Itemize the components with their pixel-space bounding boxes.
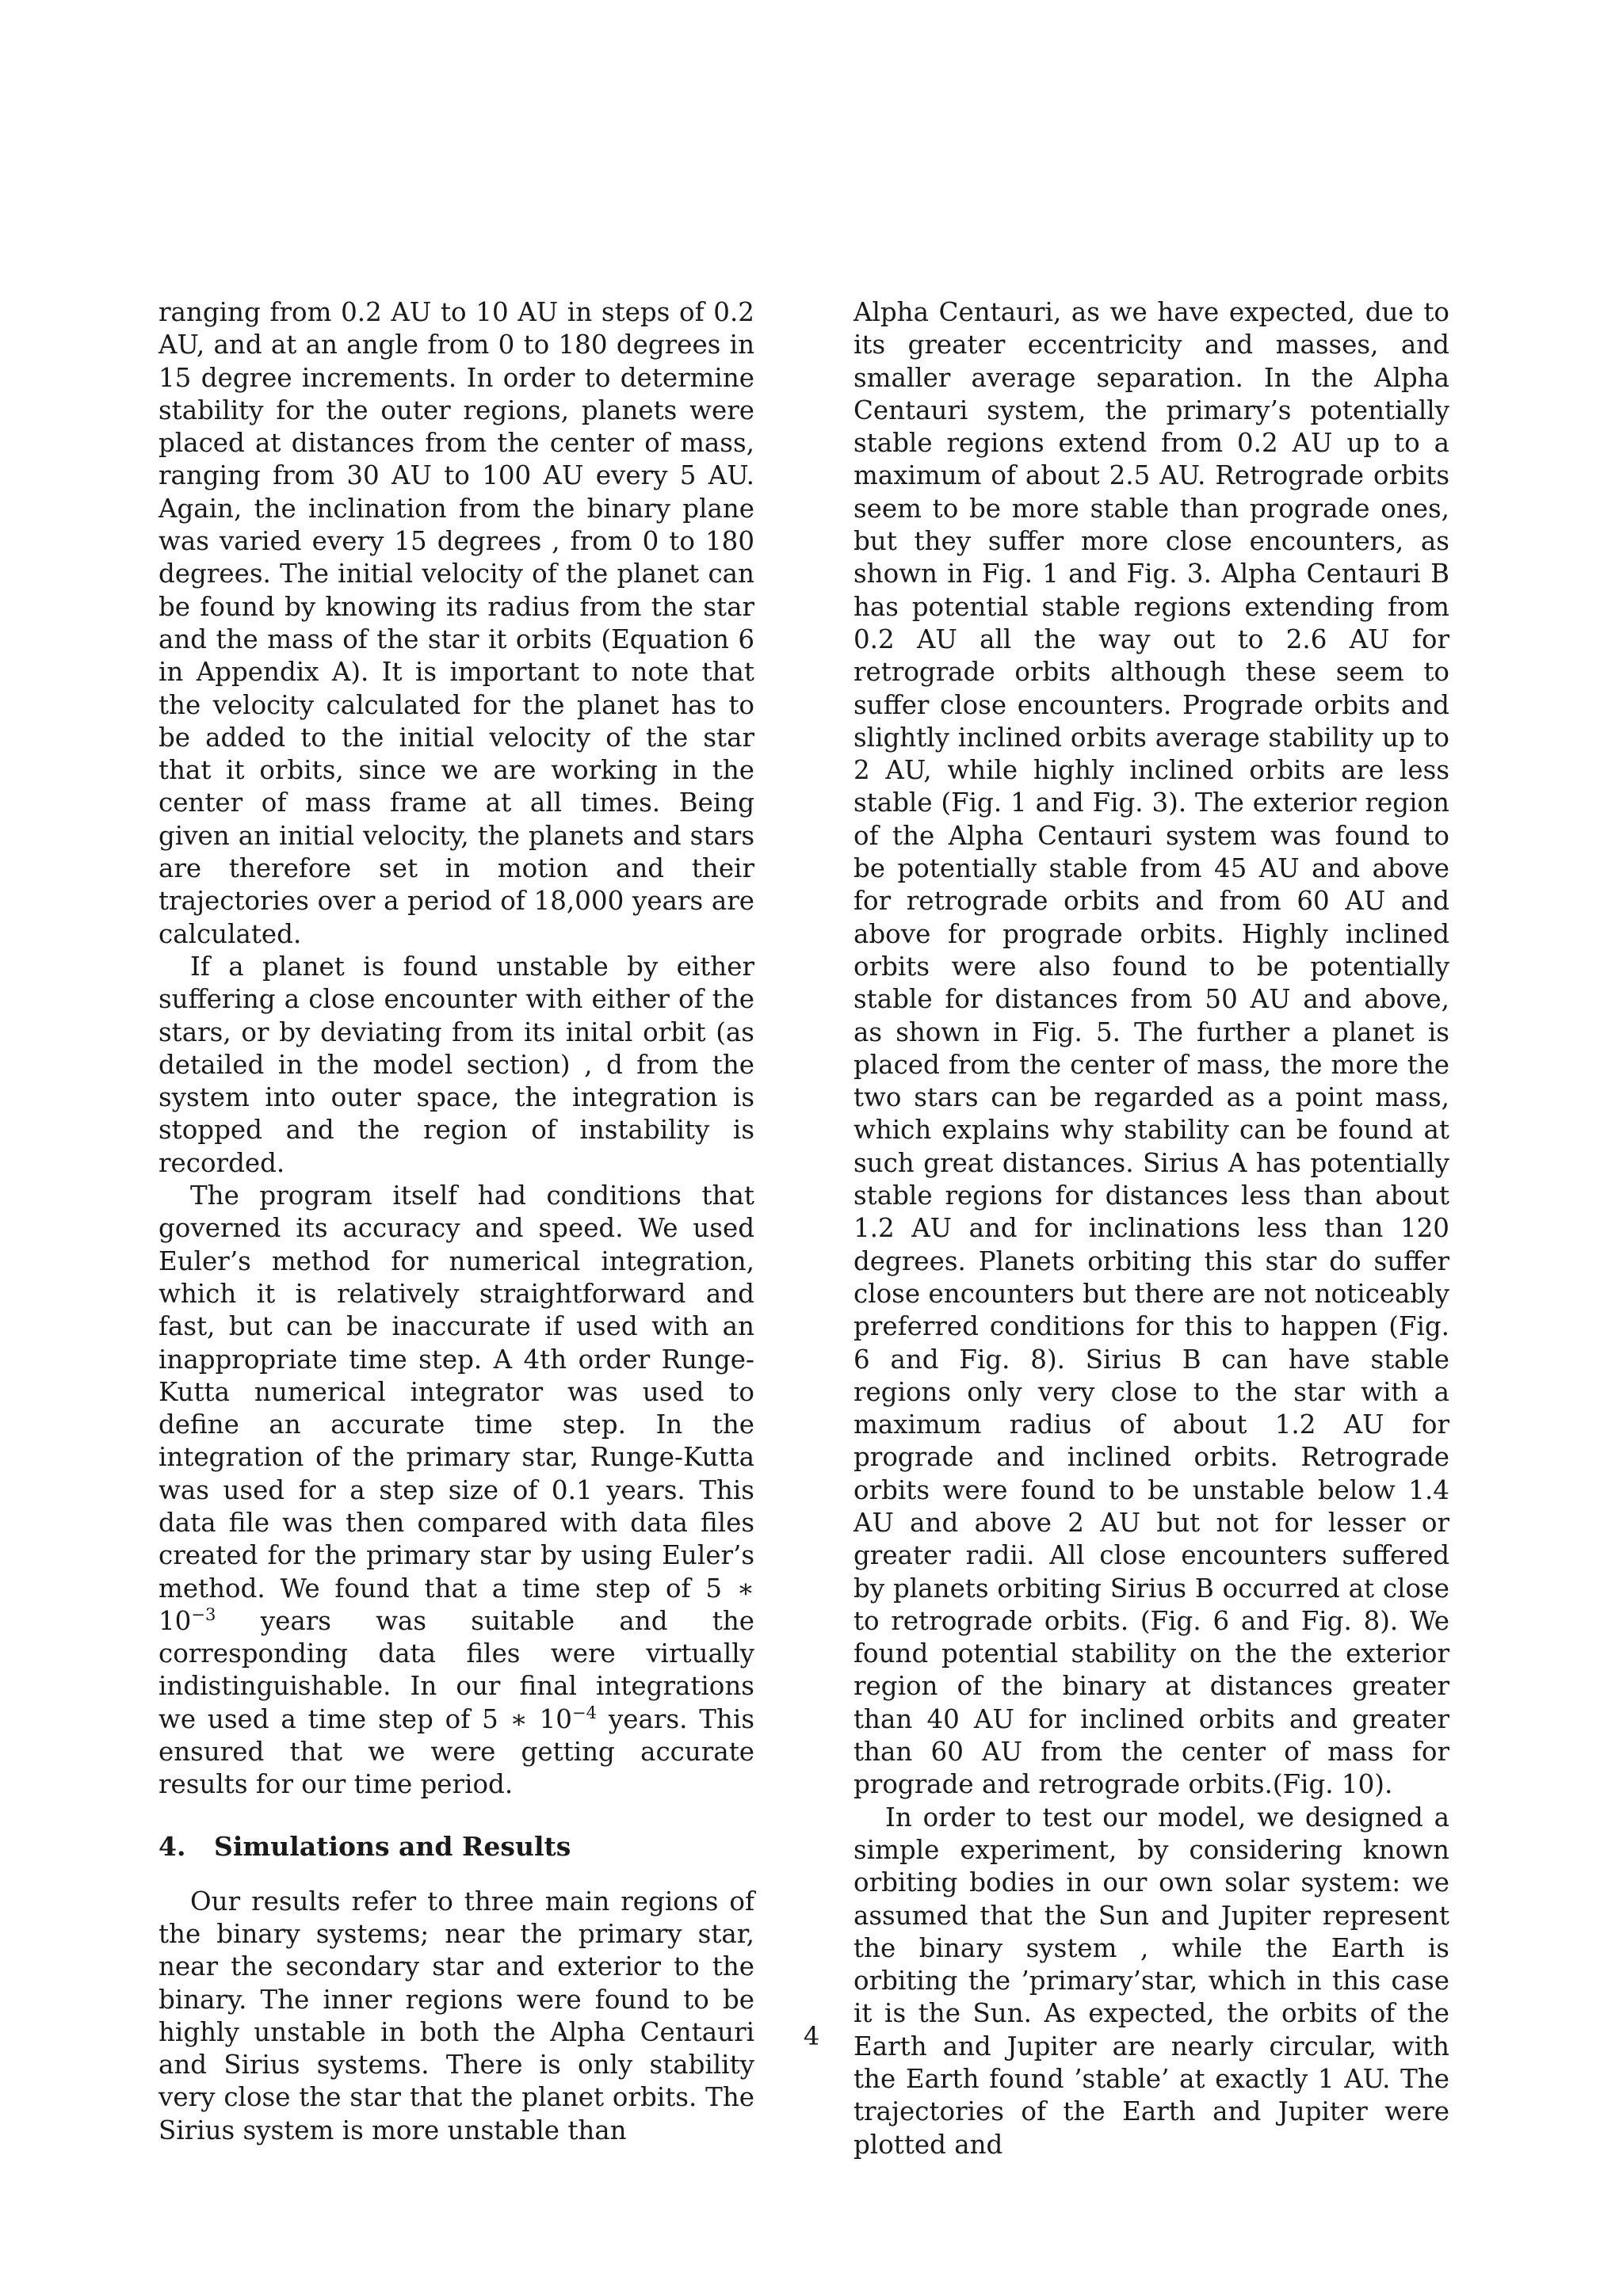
paragraph-results-intro: Our results refer to three main regions of the binary systems; near the primary star, near the secondary star and exterior to the binary. The inner regions were found to be highly unstable in both the Alpha Centauri and Sirius systems. There is only stability very close the star that the planet orbits. The Sirius system is more unstable than [158, 1886, 754, 2145]
integration-text-a: The program itself had conditions that governed its accuracy and speed. We used Euler’s method for numerical integration, which it is relatively straightforward and fast, but can be inaccurate if used with an inappropriate time step. A 4th order Runge-Kutta numerical integrator was used to define an accurate time step. In the integration of the primary star, Runge-Kutta was used for a step size of 0.1 years. This data file was then compared with data files created for the primary star by using Euler’s method. We found that a time step of 5 ∗ 10 [158, 1180, 754, 1636]
paragraph-model-test: In order to test our model, we designed a simple experiment, by considering known orbiting bodies in our own solar system: we assumed that the Sun and Jupiter represent the binary system , while the Earth is orbiting the ’primary’star, which in this case it is the Sun. As expected, the orbits of the Earth and Jupiter are nearly circular, with the Earth found ’stable’ at exactly 1 AU. The trajectories of the Earth and Jupiter were plotted and [854, 1802, 1449, 2160]
section-number: 4. [158, 1830, 186, 1862]
exponent-2: −4 [571, 1702, 598, 1722]
integration-text-c: years. This ensured that we were getting accurate results for our time period. [158, 1703, 754, 1800]
section-heading [158, 1830, 754, 1863]
paragraph-results-detail: Alpha Centauri, as we have expected, due to its greater eccentricity and masses, and smaller average separation. In the Alpha Centauri system, the primary’s potentially stable regions extend from 0.2 AU up to a maximum of about 2.5 AU. Retrograde orbits seem to be more stable than prograde ones, but they suffer more close encounters, as shown in Fig. 1 and Fig. 3. Alpha Centauri B has potential stable regions extending from 0.2 AU all the way out to 2.6 AU for retrograde orbits although these seem to suffer close encounters. Prograde orbits and slightly inclined orbits average stability up to 2 AU, while highly inclined orbits are less stable (Fig. 1 and Fig. 3). The exterior region of the Alpha Centauri system was found to be potentially stable from 45 AU and above for retrograde orbits and from 60 AU and above for prograde orbits. Highly inclined orbits were also found to be potentially stable for distances from 50 AU and above, as shown in Fig. 5. The further a planet is placed from the center of mass, the more the two stars can be regarded as a point mass, which explains why stability can be found at such great distances. Sirius A has potentially stable regions for distances less than about 1.2 AU and for inclinations less than 120 degrees. Planets orbiting this star do suffer close encounters but there are not noticeably preferred conditions for this to happen (Fig. 6 and Fig. 8). Sirius B can have stable regions only very close to the star with a maximum radius of about 1.2 AU for prograde and inclined orbits. Retrograde orbits were found to be unstable below 1.4 AU and above 2 AU but not for lesser or greater radii. All close encounters suffered by planets orbiting Sirius B occurred at close to retrograde orbits. (Fig. 6 and Fig. 8). We found potential stability on the the exterior region of the binary at distances greater than 40 AU for inclined orbits and greater than 60 AU from the center of mass for prograde and retrograde orbits.(Fig. 10). [854, 297, 1449, 1800]
left-column [158, 296, 754, 2147]
integration-text-b: years was suitable and the corresponding data files were virtually indistinguishable. In our final integrations we used a time step of 5 ∗ 10 [158, 1605, 754, 1734]
page-number: 4 [803, 2021, 820, 2051]
section-title: Simulations and Results [214, 1830, 571, 1862]
right-column [854, 296, 1449, 2161]
exponent-1: −3 [191, 1604, 216, 1625]
paragraph-methods-continued: ranging from 0.2 AU to 10 AU in steps of 0.2 AU, and at an angle from 0 to 180 degrees in 15 degree increments. In order to determine stability for the outer regions, planets were placed at distances from the center of mass, ranging from 30 AU to 100 AU every 5 AU. Again, the inclination from the binary plane was varied every 15 degrees , from 0 to 180 degrees. The initial velocity of the planet can be found by knowing its radius from the star and the mass of the star it orbits (Equation 6 in Appendix A). It is important to note that the velocity calculated for the planet has to be added to the initial velocity of the star that it orbits, since we are working in the center of mass frame at all times. Being given an initial velocity, the planets and stars are therefore set in motion and their trajectories over a period of 18,000 years are calculated. [158, 297, 754, 949]
paragraph-integration [158, 1180, 754, 1802]
paragraph-instability: If a planet is found unstable by either suffering a close encounter with either of the stars, or by deviating from its inital orbit (as detailed in the model section) , d from the system into outer space, the integration is stopped and the region of instability is recorded. [158, 951, 754, 1178]
